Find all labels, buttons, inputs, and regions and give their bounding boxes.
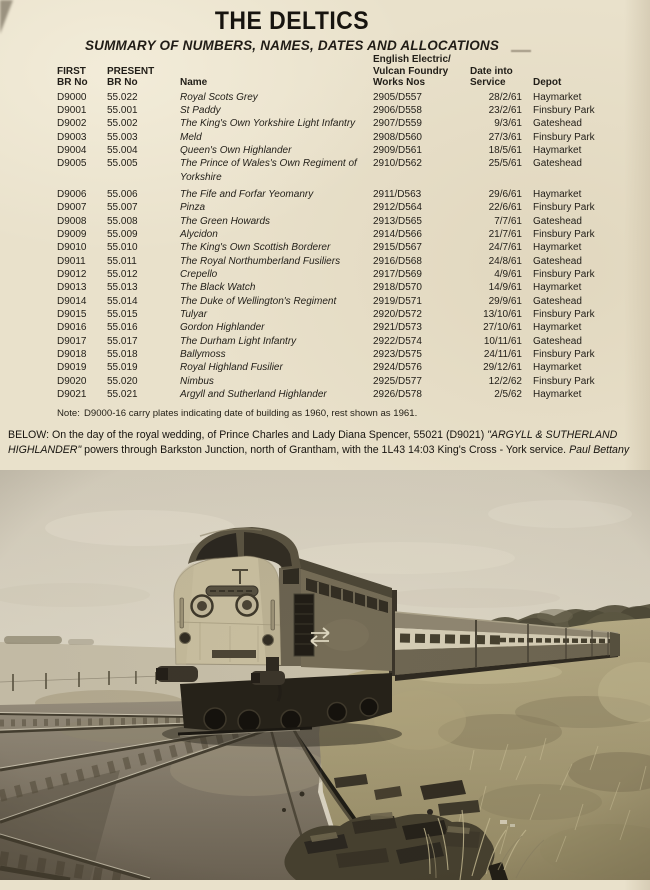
cell-present-br-no: 55.016 xyxy=(107,322,138,334)
table-header-row xyxy=(0,54,650,89)
col-header-depot: Depot xyxy=(533,77,562,88)
cell-first-br-no: D9011 xyxy=(57,255,86,267)
cell-date-into-service: 9/3/61 xyxy=(494,118,522,130)
cell-name: The Prince of Wales's Own Regiment of Yorkshire xyxy=(180,158,357,183)
cell-name: The Durham Light Infantry xyxy=(180,335,297,347)
cell-first-br-no: D9018 xyxy=(57,349,87,361)
cell-first-br-no: D9008 xyxy=(57,215,87,227)
caption-photographer-credit: Paul Bettany xyxy=(569,444,630,456)
cell-first-br-no: D9005 xyxy=(57,158,87,170)
cell-works-no: 2912/D564 xyxy=(373,202,422,214)
table-row xyxy=(0,375,650,388)
cell-name: St Paddy xyxy=(180,104,221,116)
cell-present-br-no: 55.015 xyxy=(107,309,138,320)
cell-date-into-service: 24/7/61 xyxy=(488,242,522,254)
cell-date-into-service: 29/9/61 xyxy=(488,295,522,307)
cell-works-no: 2909/D561 xyxy=(373,144,422,156)
cell-works-no: 2915/D567 xyxy=(373,242,422,254)
cell-date-into-service: 27/10/61 xyxy=(483,322,522,334)
cell-works-no: 2907/D559 xyxy=(373,118,422,130)
cell-depot: Haymarket xyxy=(533,389,582,401)
cell-present-br-no: 55.020 xyxy=(107,375,138,387)
cell-present-br-no: 55.019 xyxy=(107,362,138,374)
cell-present-br-no: 55.010 xyxy=(107,242,138,254)
cell-depot: Finsbury Park xyxy=(533,268,595,280)
cell-first-br-no: D9000 xyxy=(57,91,87,103)
cell-date-into-service: 14/9/61 xyxy=(488,282,522,294)
photo-caption xyxy=(8,428,642,457)
cell-depot: Gateshead xyxy=(533,295,582,307)
cell-date-into-service: 29/12/61 xyxy=(483,362,522,374)
cell-works-no: 2917/D569 xyxy=(373,268,422,280)
cell-first-br-no: D9017 xyxy=(57,335,87,347)
table-row xyxy=(0,241,650,254)
cell-first-br-no: D9013 xyxy=(57,282,87,294)
table-note xyxy=(57,408,650,419)
cell-depot: Haymarket xyxy=(533,322,582,334)
cell-name: The King's Own Yorkshire Light Infantry xyxy=(180,118,356,130)
cell-depot: Finsbury Park xyxy=(533,131,595,143)
cell-works-no: 2923/D575 xyxy=(373,349,422,361)
cell-first-br-no: D9001 xyxy=(57,104,87,116)
cell-name: The Black Watch xyxy=(180,282,256,294)
cell-works-no: 2920/D572 xyxy=(373,309,422,320)
cell-first-br-no: D9003 xyxy=(57,131,87,143)
cell-depot: Finsbury Park xyxy=(533,309,595,320)
cell-date-into-service: 2/5/62 xyxy=(494,389,522,401)
caption-text-post: powers through Barkston Junction, north of Grantham, with the 1L43 14:03 King's Cross - York service. xyxy=(81,444,570,456)
col-header-present-br-no: PRESENT BR No xyxy=(107,65,155,88)
cell-present-br-no: 55.006 xyxy=(107,188,138,200)
cell-date-into-service: 22/6/61 xyxy=(488,202,522,214)
cell-present-br-no: 55.002 xyxy=(107,118,138,130)
cell-name: Tulyar xyxy=(180,309,208,320)
note-label: Note: xyxy=(57,408,80,420)
table-row xyxy=(0,91,650,104)
cell-date-into-service: 12/2/62 xyxy=(488,375,522,387)
cell-present-br-no: 55.008 xyxy=(107,215,138,227)
cell-depot: Finsbury Park xyxy=(533,104,595,116)
cell-name: Gordon Highlander xyxy=(180,322,265,334)
cell-present-br-no: 55.009 xyxy=(107,228,138,240)
cell-depot: Haymarket xyxy=(533,242,582,254)
table-row xyxy=(0,215,650,228)
cell-name: The Green Howards xyxy=(180,215,271,227)
cell-first-br-no: D9012 xyxy=(57,268,87,280)
cell-works-no: 2908/D560 xyxy=(373,131,422,143)
cell-name: Ballymoss xyxy=(180,349,226,361)
cell-works-no: 2910/D562 xyxy=(373,158,422,170)
caption-loco-name: "ARGYLL & SUTHERLAND HIGHLANDER" xyxy=(8,429,618,456)
table-row xyxy=(0,268,650,281)
table-row xyxy=(0,308,650,321)
cell-works-no: 2925/D577 xyxy=(373,375,422,387)
table-row xyxy=(0,348,650,361)
train-photograph xyxy=(0,470,650,880)
caption-text-pre: BELOW: On the day of the royal wedding, of Prince Charles and Lady Diana Spencer, 55021 (D9021) xyxy=(8,429,488,442)
table-row xyxy=(0,157,650,184)
cell-name: The Fife and Forfar Yeomanry xyxy=(180,188,314,200)
cell-name: Royal Highland Fusilier xyxy=(180,362,283,374)
cell-works-no: 2918/D570 xyxy=(373,282,422,294)
cell-works-no: 2906/D558 xyxy=(373,104,422,116)
cell-works-no: 2922/D574 xyxy=(373,335,422,347)
cell-works-no: 2919/D571 xyxy=(373,295,422,307)
col-header-name: Name xyxy=(180,77,208,88)
cell-depot: Gateshead xyxy=(533,335,582,347)
cell-depot: Gateshead xyxy=(533,215,582,227)
cell-depot: Haymarket xyxy=(533,362,582,374)
table-row xyxy=(0,188,650,201)
cell-works-no: 2905/D557 xyxy=(373,91,422,103)
cell-present-br-no: 55.001 xyxy=(107,104,138,116)
photo-vignette xyxy=(0,470,650,880)
cell-first-br-no: D9007 xyxy=(57,202,87,214)
cell-name: Pinza xyxy=(180,202,206,214)
cell-name: Meld xyxy=(180,131,202,143)
cell-depot: Gateshead xyxy=(533,158,582,170)
cell-name: The Duke of Wellington's Regiment xyxy=(180,295,337,307)
cell-first-br-no: D9015 xyxy=(57,309,87,320)
cell-present-br-no: 55.003 xyxy=(107,131,138,143)
cell-depot: Gateshead xyxy=(533,118,582,130)
cell-present-br-no: 55.011 xyxy=(107,255,137,267)
table-row xyxy=(0,117,650,130)
cell-present-br-no: 55.005 xyxy=(107,158,138,170)
page-header xyxy=(0,0,584,53)
cell-present-br-no: 55.017 xyxy=(107,335,138,347)
cell-first-br-no: D9020 xyxy=(57,375,87,387)
cell-works-no: 2911/D563 xyxy=(373,188,422,200)
cell-depot: Finsbury Park xyxy=(533,349,595,361)
cell-first-br-no: D9009 xyxy=(57,228,87,240)
cell-works-no: 2914/D566 xyxy=(373,228,422,240)
cell-date-into-service: 18/5/61 xyxy=(488,144,522,156)
table-row xyxy=(0,361,650,374)
cell-depot: Gateshead xyxy=(533,255,582,267)
cell-date-into-service: 10/11/61 xyxy=(483,335,522,347)
cell-first-br-no: D9002 xyxy=(57,118,87,130)
cell-date-into-service: 25/5/61 xyxy=(488,158,522,170)
deltics-summary-table xyxy=(0,54,650,401)
note-text: D9000-16 carry plates indicating date of building as 1960, rest shown as 1961. xyxy=(83,408,418,420)
cell-depot: Finsbury Park xyxy=(533,228,595,240)
cell-present-br-no: 55.013 xyxy=(107,282,138,294)
cell-name: The Royal Northumberland Fusiliers xyxy=(180,255,341,267)
cell-works-no: 2913/D565 xyxy=(373,215,422,227)
table-row xyxy=(0,144,650,157)
page-subtitle: SUMMARY OF NUMBERS, NAMES, DATES AND ALLOCATIONS xyxy=(84,38,500,53)
cell-present-br-no: 55.012 xyxy=(107,268,138,280)
cell-date-into-service: 13/10/61 xyxy=(483,309,522,320)
cell-date-into-service: 27/3/61 xyxy=(488,131,522,143)
cell-name: The King's Own Scottish Borderer xyxy=(180,242,331,254)
cell-present-br-no: 55.004 xyxy=(107,144,138,156)
table-row xyxy=(0,388,650,401)
cell-name: Crepello xyxy=(180,268,218,280)
cell-first-br-no: D9021 xyxy=(57,389,87,401)
cell-name: Royal Scots Grey xyxy=(180,91,258,103)
cell-date-into-service: 4/9/61 xyxy=(494,268,522,280)
cell-depot: Finsbury Park xyxy=(533,202,595,214)
cell-first-br-no: D9014 xyxy=(57,295,87,307)
cell-date-into-service: 24/8/61 xyxy=(488,255,522,267)
cell-first-br-no: D9019 xyxy=(57,362,87,374)
cell-depot: Finsbury Park xyxy=(533,375,595,387)
cell-works-no: 2916/D568 xyxy=(373,255,422,267)
col-header-works-nos: English Electric/ Vulcan Foundry Works Nos xyxy=(373,54,451,88)
table-row xyxy=(0,295,650,308)
cell-name: Alycidon xyxy=(180,228,218,240)
cell-date-into-service: 21/7/61 xyxy=(488,228,522,240)
cell-first-br-no: D9010 xyxy=(57,242,87,254)
page-title: THE DELTICS xyxy=(214,7,370,35)
scan-line-artifact xyxy=(511,50,531,52)
cell-date-into-service: 7/7/61 xyxy=(494,215,522,227)
cell-present-br-no: 55.022 xyxy=(107,91,138,103)
cell-works-no: 2924/D576 xyxy=(373,362,422,374)
cell-first-br-no: D9004 xyxy=(57,144,87,156)
cell-depot: Haymarket xyxy=(533,144,582,156)
cell-first-br-no: D9016 xyxy=(57,322,87,334)
table-row xyxy=(0,228,650,241)
cell-present-br-no: 55.014 xyxy=(107,295,138,307)
cell-name: Argyll and Sutherland Highlander xyxy=(180,389,327,401)
cell-name: Nimbus xyxy=(180,375,214,387)
cell-date-into-service: 24/11/61 xyxy=(483,349,522,361)
cell-works-no: 2926/D578 xyxy=(373,389,422,401)
cell-depot: Haymarket xyxy=(533,188,582,200)
cell-present-br-no: 55.018 xyxy=(107,349,138,361)
cell-first-br-no: D9006 xyxy=(57,188,87,200)
col-header-first-br-no: FIRST BR No xyxy=(57,65,88,88)
cell-depot: Haymarket xyxy=(533,91,582,103)
cell-date-into-service: 29/6/61 xyxy=(488,188,522,200)
table-body xyxy=(0,91,650,402)
cell-date-into-service: 28/2/61 xyxy=(488,91,522,103)
cell-works-no: 2921/D573 xyxy=(373,322,422,334)
table-row xyxy=(0,104,650,117)
col-header-date-into-service: Date into Service xyxy=(470,65,513,88)
scan-corner-artifact xyxy=(0,0,13,34)
table-row xyxy=(0,201,650,214)
cell-name: Queen's Own Highlander xyxy=(180,144,292,156)
cell-date-into-service: 23/2/61 xyxy=(488,104,522,116)
table-row xyxy=(0,335,650,348)
table-row xyxy=(0,281,650,294)
table-row xyxy=(0,321,650,334)
cell-depot: Haymarket xyxy=(533,282,582,294)
table-row xyxy=(0,255,650,268)
table-row xyxy=(0,131,650,144)
cell-present-br-no: 55.007 xyxy=(107,202,138,214)
cell-present-br-no: 55.021 xyxy=(107,389,138,401)
